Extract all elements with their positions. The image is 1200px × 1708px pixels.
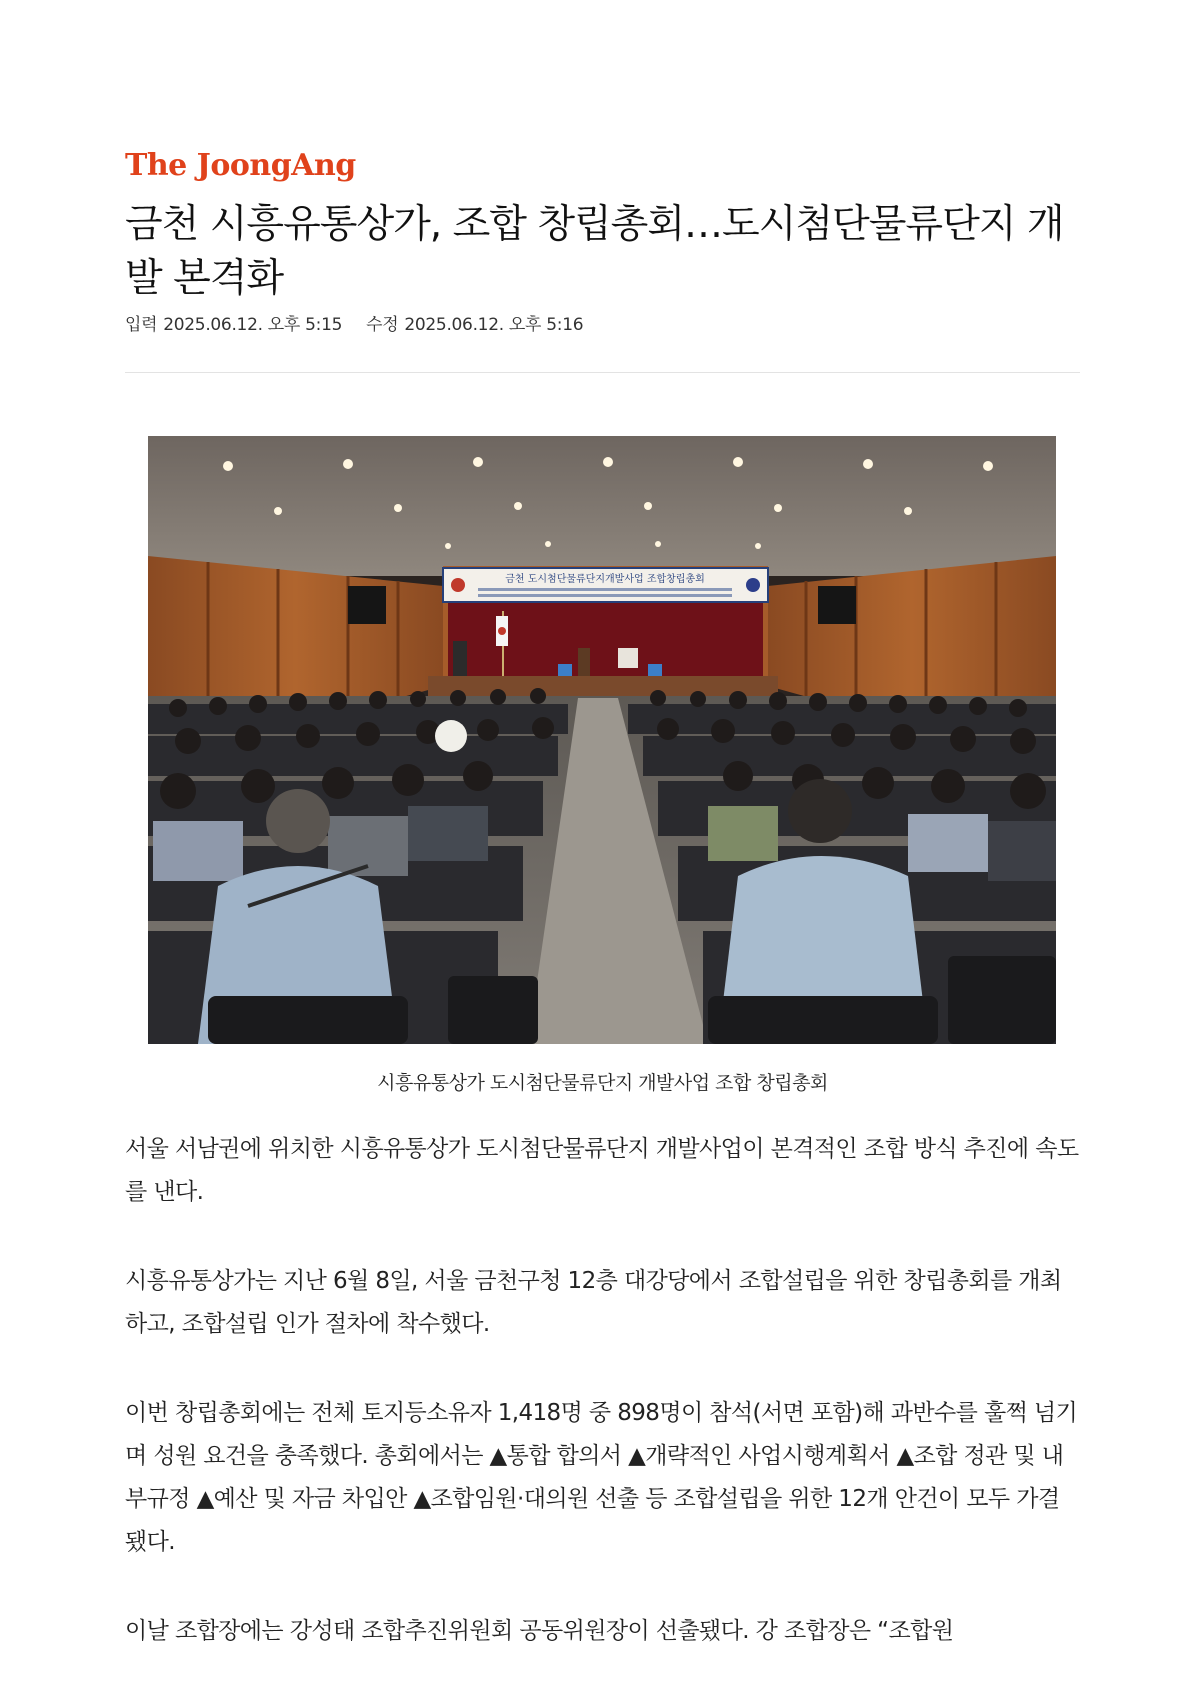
paragraph: 이날 조합장에는 강성태 조합추진위원회 공동위원장이 선출됐다. 강 조합장은 “조합원 bbox=[125, 1618, 954, 1644]
header-divider bbox=[125, 372, 1080, 373]
paragraph: 서울 서남권에 위치한 시흥유통상가 도시첨단물류단지 개발사업이 본격적인 조합 방식 추진에 속도를 낸다. bbox=[125, 1136, 1079, 1205]
article-dates bbox=[125, 310, 589, 335]
assembly-hall-photo bbox=[148, 436, 1056, 1044]
article-photo bbox=[148, 436, 1056, 1044]
paragraph: 이번 창립총회에는 전체 토지등소유자 1,418명 중 898명이 참석(서면 포함)해 과반수를 훌쩍 넘기며 성원 요건을 충족했다. 총회에서는 ▲통합 합의서 ▲개략적인 사업시행계획서 ▲조합 정관 및 내부규정 ▲예산 및 자금 차입안 ▲조합임원·대의원 선출 등 조합설립을 위한 12개 안건이 모두 가결됐다. bbox=[125, 1400, 1078, 1555]
modified-label: 수정 bbox=[366, 315, 399, 335]
published-label: 입력 bbox=[125, 315, 158, 335]
article-body bbox=[125, 1128, 1080, 1699]
stage-banner-text: 금천 도시첨단물류단지개발사업 조합창립총회 bbox=[505, 574, 705, 585]
photo-caption: 시흥유통상가 도시첨단물류단지 개발사업 조합 창립총회 bbox=[377, 1072, 828, 1094]
brand-logo[interactable]: The JoongAng bbox=[125, 148, 356, 183]
published-date: 2025.06.12. 오후 5:15 bbox=[163, 315, 343, 335]
article-headline: 금천 시흥유통상가, 조합 창립총회…도시첨단물류단지 개발 본격화 bbox=[125, 202, 1064, 301]
paragraph: 시흥유통상가는 지난 6월 8일, 서울 금천구청 12층 대강당에서 조합설립을 위한 창립총회를 개최하고, 조합설립 인가 절차에 착수했다. bbox=[125, 1268, 1062, 1337]
modified-date: 2025.06.12. 오후 5:16 bbox=[404, 315, 584, 335]
